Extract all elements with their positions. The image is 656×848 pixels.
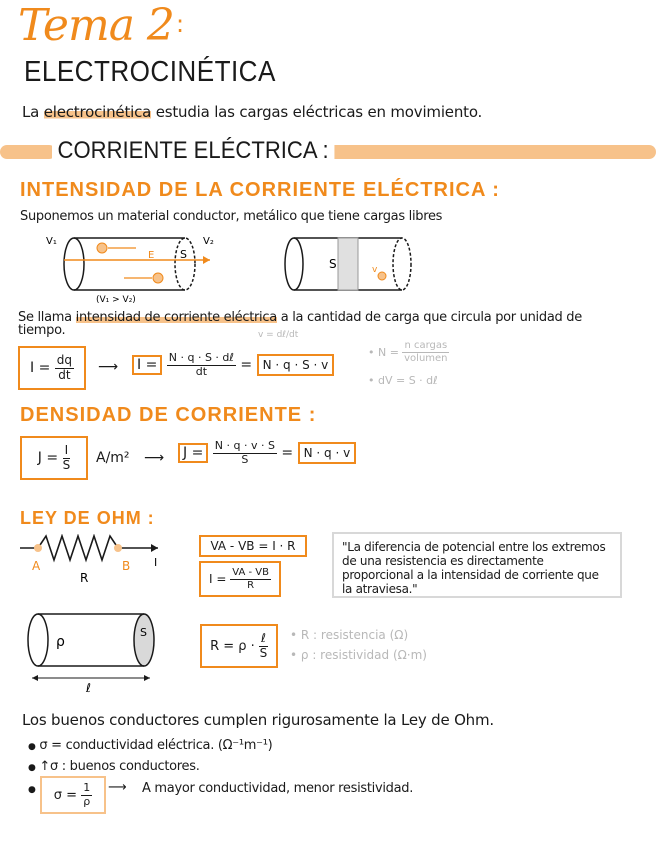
- section-band-left: [0, 145, 56, 159]
- density-unit: A/m²: [96, 450, 130, 466]
- conductor-diagram-1: [40, 230, 230, 306]
- ohm-heading: LEY DE OHM :: [20, 508, 155, 528]
- definition-highlight: intensidad de corriente eléctrica: [75, 310, 277, 325]
- definition-prefix: Se llama: [18, 310, 72, 325]
- formula-den: dt: [58, 367, 71, 382]
- note-n: [368, 340, 449, 364]
- label-s: S: [180, 248, 187, 261]
- label-l: ℓ: [86, 681, 91, 694]
- density-exp-num: N · q · v · S: [214, 439, 275, 452]
- density-expanded: J = $\frac{N \cdot q \cdot v \cdot S}{S}$ = N · q · v: [178, 440, 356, 466]
- density-den: S: [62, 457, 71, 472]
- cylinder-end-left: [64, 238, 84, 290]
- resistance-lhs: R = ρ ·: [210, 638, 255, 654]
- label-rho: ρ: [56, 634, 65, 650]
- sigma-lhs: σ =: [53, 787, 78, 803]
- bullet-sigma: ● σ = conductividad eléctrica. (Ω⁻¹m⁻¹): [28, 738, 273, 753]
- label-v2: V₂: [203, 236, 214, 247]
- ohm-law-box-2: [199, 561, 281, 597]
- negative-charge: [153, 273, 163, 283]
- resistor-zigzag: [38, 536, 118, 560]
- label-condition: (V₁ > V₂): [96, 295, 136, 305]
- intensity-definition: [18, 311, 618, 337]
- label-e: E: [148, 250, 155, 261]
- positive-charge: [97, 243, 107, 253]
- section-title: CORRIENTE ELÉCTRICA :: [52, 137, 334, 165]
- density-exp-den: S: [241, 452, 249, 466]
- label-s-3: S: [140, 626, 147, 639]
- ohm-law2-num: VA - VB: [232, 567, 269, 578]
- velocity-hint: v = dℓ/dt: [258, 330, 299, 340]
- section-band-right: [290, 145, 656, 159]
- density-j-box: J =: [178, 443, 208, 463]
- subject-title: ELECTROCINÉTICA: [24, 56, 276, 88]
- note-n-num: n cargas: [404, 340, 448, 351]
- label-v1: V₁: [46, 236, 57, 247]
- density-lhs: J =: [37, 450, 59, 466]
- density-heading: DENSIDAD DE CORRIENTE :: [20, 404, 317, 426]
- bullet-sigma-text: σ = conductividad eléctrica. (Ω⁻¹m⁻¹): [39, 738, 273, 753]
- intro-sentence: [22, 103, 482, 121]
- cylinder-end-right: [175, 238, 195, 290]
- cross-section: [338, 238, 358, 290]
- intensity-formula-box: [18, 346, 86, 390]
- ohm-law2-den: R: [247, 579, 255, 591]
- label-v: v: [372, 265, 378, 275]
- conclusion-text: A mayor conductividad, menor resistividad.: [142, 781, 414, 796]
- ohm-law-box: VA - VB = I · R: [199, 535, 307, 557]
- arrow-2: ⟶: [144, 450, 165, 466]
- bullet-good-text: ↑σ : buenos conductores.: [39, 759, 200, 774]
- expanded-den: dt: [195, 364, 208, 378]
- ohm-quote: "La diferencia de potencial entre los extremos de una resistencia es directamente proporcional a la intensidad de corriente que la atraviesa.": [332, 532, 622, 598]
- definition-rest: a la cantidad de carga que circula por unidad de tiempo.: [18, 310, 582, 338]
- intro-prefix: La: [22, 103, 40, 121]
- note-n-lhs: • N =: [368, 345, 399, 359]
- legend-r: • R : resistencia (Ω): [290, 628, 409, 642]
- resistor-diagram: [18, 534, 178, 588]
- sigma-formula-box: [40, 776, 106, 814]
- bullet-dot-3: ●: [28, 785, 36, 795]
- intensity-expanded: I = $\frac{\text{N · q · S · dℓ}}{dt}$ = N · q · S · v: [132, 352, 334, 378]
- resistance-formula-box: [200, 624, 278, 668]
- density-num: I: [64, 442, 69, 457]
- note-dv: • dV = S · dℓ: [368, 374, 438, 387]
- expanded-i-box: I =: [132, 355, 162, 375]
- formula-lhs: I =: [30, 360, 51, 376]
- ohm-law2-lhs: I =: [209, 572, 227, 586]
- sigma-den: ρ: [83, 794, 91, 808]
- conductors-statement: Los buenos conductores cumplen rigurosamente la Ley de Ohm.: [22, 711, 494, 729]
- density-formula-box: [20, 436, 88, 480]
- expanded-result: N · q · S · v: [257, 354, 335, 376]
- page-title: Tema 2: [18, 0, 174, 51]
- resistance-num: ℓ: [260, 630, 266, 645]
- label-b: B: [122, 559, 131, 573]
- label-i: I: [154, 556, 158, 569]
- intro-highlight: electrocinética: [43, 103, 152, 121]
- expanded-num: N · q · S · dℓ: [168, 351, 234, 364]
- label-a: A: [32, 559, 41, 573]
- label-r: R: [80, 571, 89, 585]
- arrow-1: ⟶: [98, 359, 119, 375]
- formula-num: dq: [56, 352, 72, 367]
- arrow-3: ⟶: [108, 780, 127, 795]
- density-result: N · q · v: [298, 442, 357, 464]
- note-n-den: volumen: [404, 352, 448, 364]
- legend-rho: • ρ : resistividad (Ω·m): [290, 648, 427, 662]
- label-s-2: S: [329, 257, 337, 271]
- resistance-den: S: [259, 645, 268, 660]
- conductor-diagram-2: [278, 232, 418, 296]
- bullet-good: ● ↑σ : buenos conductores.: [28, 759, 200, 774]
- sigma-num: 1: [83, 780, 91, 794]
- wire-diagram: [22, 608, 162, 694]
- intro-rest: estudia las cargas eléctricas en movimiento.: [155, 103, 483, 121]
- title-colon: :: [176, 10, 185, 38]
- intensity-assumption: Suponemos un material conductor, metálico que tiene cargas libres: [20, 209, 443, 224]
- intensity-heading: INTENSIDAD DE LA CORRIENTE ELÉCTRICA :: [20, 179, 500, 201]
